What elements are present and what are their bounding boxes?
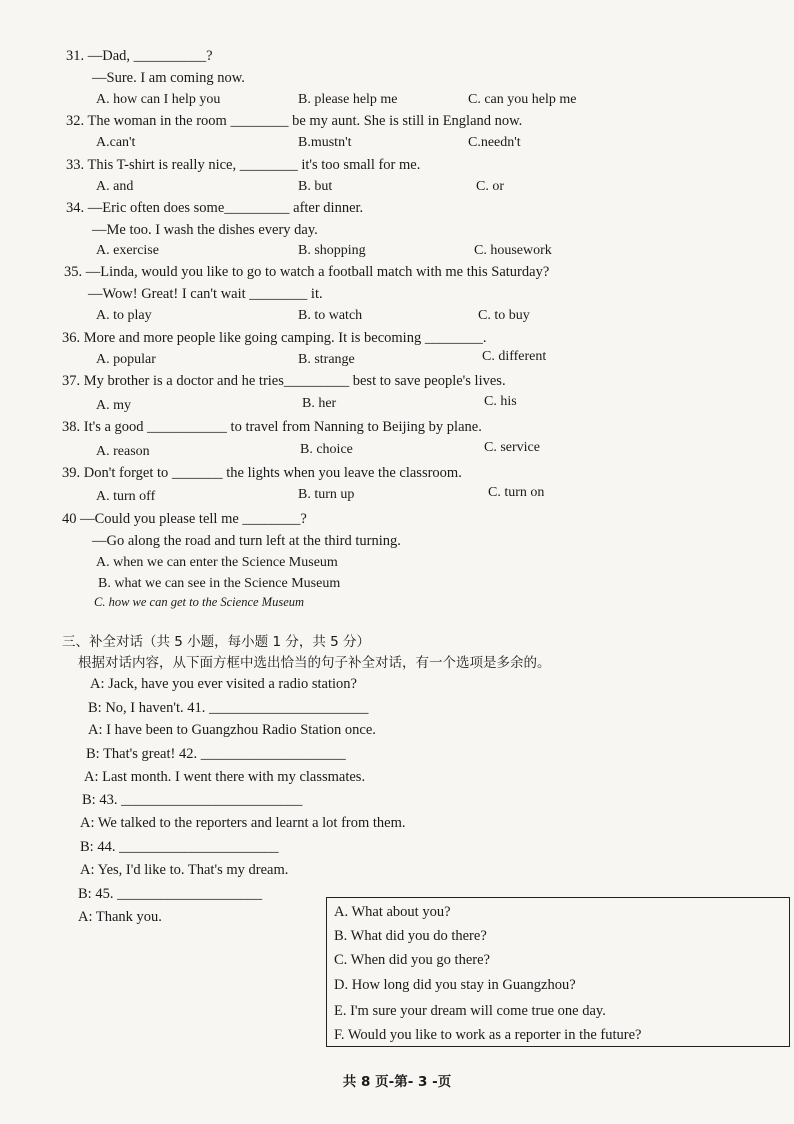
question-37-option-b: B. her <box>302 396 337 411</box>
dialog-line-4: B: That's great! 42. ____________________ <box>86 746 346 762</box>
question-38-option-a: A. reason <box>96 444 150 459</box>
question-34-reply: —Me too. I wash the dishes every day. <box>92 222 318 238</box>
question-35-option-b: B. to watch <box>298 308 363 323</box>
question-35-option-c: C. to buy <box>478 308 530 323</box>
question-35-reply: —Wow! Great! I can't wait ________ it. <box>88 286 323 302</box>
question-37-option-c: C. his <box>484 394 517 409</box>
dialog-line-7: A: We talked to the reporters and learnt a lot from them. <box>80 815 406 831</box>
question-36-stem: 36. More and more people like going camping. It is becoming ________. <box>62 330 487 346</box>
question-38-option-c: C. service <box>484 440 540 455</box>
box-option-a: A. What about you? <box>334 904 451 920</box>
question-32-stem: 32. The woman in the room ________ be my aunt. She is still in England now. <box>66 113 523 129</box>
box-option-b: B. What did you do there? <box>334 928 487 944</box>
question-39-option-c: C. turn on <box>488 485 545 500</box>
box-option-d: D. How long did you stay in Guangzhou? <box>334 977 576 993</box>
box-option-e: E. I'm sure your dream will come true one day. <box>334 1003 606 1019</box>
dialog-line-2: B: No, I haven't. 41. ______________________ <box>88 700 369 716</box>
question-31-option-a: A. how can I help you <box>96 92 221 107</box>
question-40-option-a: A. when we can enter the Science Museum <box>96 555 338 570</box>
question-31-option-c: C. can you help me <box>468 92 577 107</box>
question-33-option-a: A. and <box>96 179 134 194</box>
question-32-option-a: A.can't <box>96 135 136 150</box>
question-31-option-b: B. please help me <box>298 92 398 107</box>
question-39-option-a: A. turn off <box>96 489 156 504</box>
question-34-option-a: A. exercise <box>96 243 159 258</box>
question-40-option-b: B. what we can see in the Science Museum <box>98 576 341 591</box>
dialog-line-3: A: I have been to Guangzhou Radio Station once. <box>88 722 376 738</box>
question-39-option-b: B. turn up <box>298 487 355 502</box>
dialog-line-6: B: 43. _________________________ <box>82 792 303 808</box>
question-38-stem: 38. It's a good ___________ to travel from Nanning to Beijing by plane. <box>62 419 482 435</box>
question-37-stem: 37. My brother is a doctor and he tries_________ best to save people's lives. <box>62 373 506 389</box>
question-36-option-a: A. popular <box>96 352 156 367</box>
question-39-stem: 39. Don't forget to _______ the lights when you leave the classroom. <box>62 465 462 481</box>
section-3-title: 三、补全对话（共 5 小题，每小题 1 分，共 5 分） <box>62 634 371 650</box>
question-34-option-c: C. housework <box>474 243 552 258</box>
dialog-line-9: A: Yes, I'd like to. That's my dream. <box>80 862 289 878</box>
box-option-c: C. When did you go there? <box>334 952 490 968</box>
question-32-option-b: B.mustn't <box>298 135 352 150</box>
question-32-option-c: C.needn't <box>468 135 521 150</box>
question-31-stem: 31. —Dad, __________? <box>66 48 213 64</box>
question-34-stem: 34. —Eric often does some_________ after dinner. <box>66 200 364 216</box>
question-35-option-a: A. to play <box>96 308 152 323</box>
dialog-line-10: B: 45. ____________________ <box>78 886 263 902</box>
section-3-instruction: 根据对话内容，从下面方框中选出恰当的句子补全对话，有一个选项是多余的。 <box>78 655 551 671</box>
dialog-line-11: A: Thank you. <box>78 909 162 925</box>
dialog-line-1: A: Jack, have you ever visited a radio station? <box>90 676 357 692</box>
question-33-option-b: B. but <box>298 179 333 194</box>
box-option-f: F. Would you like to work as a reporter in the future? <box>334 1027 642 1043</box>
question-36-option-b: B. strange <box>298 352 355 367</box>
dialog-line-5: A: Last month. I went there with my classmates. <box>84 769 366 785</box>
question-33-stem: 33. This T-shirt is really nice, ________ it's too small for me. <box>66 157 421 173</box>
question-35-stem: 35. —Linda, would you like to go to watch a football match with me this Saturday? <box>64 264 550 280</box>
question-38-option-b: B. choice <box>300 442 353 457</box>
page-footer: 共 8 页-第- 3 -页 <box>342 1074 452 1090</box>
question-31-reply: —Sure. I am coming now. <box>92 70 245 86</box>
question-40-option-c: C. how we can get to the Science Museum <box>94 595 305 609</box>
question-40-stem: 40 —Could you please tell me ________? <box>62 511 307 527</box>
question-40-reply: —Go along the road and turn left at the third turning. <box>92 533 401 549</box>
question-33-option-c: C. or <box>476 179 504 194</box>
question-34-option-b: B. shopping <box>298 243 366 258</box>
question-36-option-c: C. different <box>482 349 547 364</box>
question-37-option-a: A. my <box>96 398 131 413</box>
dialog-line-8: B: 44. ______________________ <box>80 839 279 855</box>
